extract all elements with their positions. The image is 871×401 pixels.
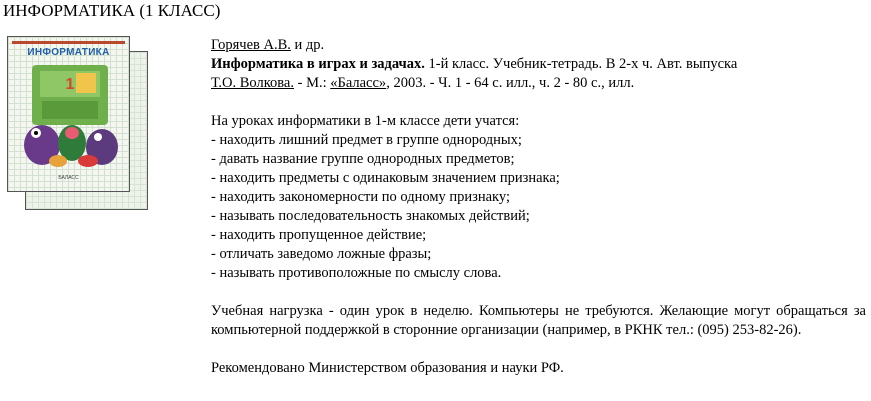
list-item: - называть последовательность знакомых действий; [211,208,530,224]
cover-illustration [14,61,124,173]
book-description-text: 1-й класс. Учебник-тетрадь. В 2-х ч. Авт. выпуска [428,56,738,72]
recommendation-text: Рекомендовано Министерством образования и науки РФ. [211,360,564,376]
page-title: ИНФОРМАТИКА (1 КЛАСС) [3,1,221,20]
list-item: - находить пропущенное действие; [211,227,427,243]
skills-list [211,131,866,283]
cover-title: ИНФОРМАТИКА [27,47,110,58]
list-item: - называть противоположные по смыслу слова. [211,265,502,281]
book-description [211,36,866,378]
author-link[interactable]: Горячев А.В. [211,37,291,53]
list-item: - находить предметы с одинаковым значением признака; [211,170,560,186]
list-item: - отличать заведомо ложные фразы; [211,246,432,262]
imprint-prefix: - М.: [297,75,327,91]
editor-link[interactable]: Т.О. Волкова. [211,75,294,91]
book-cover-front [7,36,130,192]
book-title: Информатика в играх и задачах. [211,56,425,72]
list-item: - находить закономерности по одному признаку; [211,189,510,205]
list-item: - находить лишний предмет в группе однородных; [211,132,522,148]
imprint-suffix: , 2003. - Ч. 1 - 64 с. илл., ч. 2 - 80 с., илл. [386,75,635,91]
author-suffix: и др. [294,37,325,53]
list-item: - давать название группе однородных предметов; [211,151,515,167]
cover-publisher: БАЛАСС [58,175,79,181]
svg-text:1: 1 [65,76,75,93]
book-cover-image [7,36,152,214]
bibliographic-entry [211,36,866,93]
publisher-link[interactable]: «Баласс» [330,75,387,91]
cover-top-stripe [12,41,125,44]
skills-intro: На уроках информатики в 1-м классе дети учатся: [211,113,520,129]
workload-paragraph: Учебная нагрузка - один урок в неделю. Компьютеры не требуются. Желающие могут обращаться за компьютерной поддержкой в сторонние организации (например, в РКНК тел.: (095) 253-82-26). [211,303,866,338]
